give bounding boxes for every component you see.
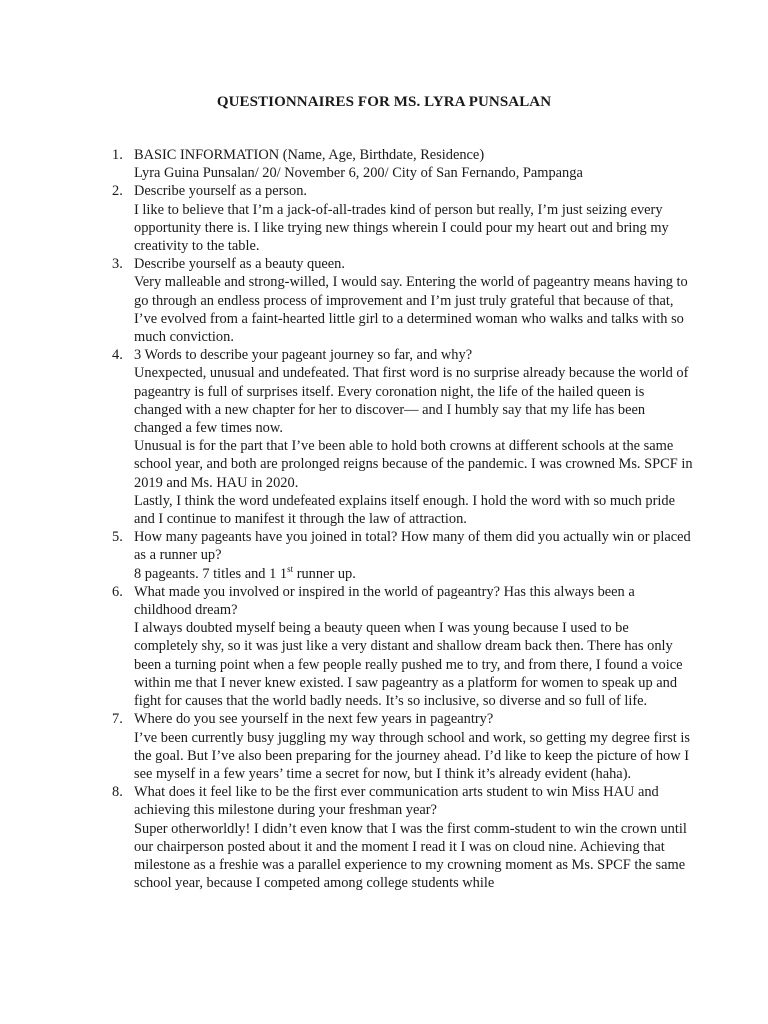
item-number: 7. xyxy=(112,711,123,728)
list-item xyxy=(0,255,694,346)
list-item xyxy=(0,346,694,528)
document-title: QUESTIONNAIRES FOR MS. LYRA PUNSALAN xyxy=(216,94,552,110)
list-item xyxy=(0,710,694,783)
question-text: Describe yourself as a beauty queen. xyxy=(134,256,345,273)
ordinal-superscript: st xyxy=(287,563,294,574)
question-text: 3 Words to describe your pageant journey so far, and why? xyxy=(134,347,473,364)
answer-text: Lastly, I think the word undefeated explains itself enough. I hold the word with so much pride and I continue to manifest it through the law of attraction. xyxy=(134,492,675,528)
answer-text: Super otherworldly! I didn’t even know that I was the first comm-student to win the crown until our chairperson posted about it and the moment I read it I was on cloud nine. Achieving that milestone as a freshie was a parallel experience to my crowning moment as Ms. SPCF the same school year, because I competed among college students while xyxy=(134,820,687,892)
item-number: 1. xyxy=(112,147,123,163)
item-number: 2. xyxy=(112,183,123,200)
item-number: 5. xyxy=(112,529,123,546)
question-text: What made you involved or inspired in the world of pageantry? Has this always been a childhood dream? xyxy=(134,583,635,619)
item-number: 4. xyxy=(112,347,123,364)
item-number: 6. xyxy=(112,583,123,600)
answer-text xyxy=(134,565,694,583)
list-item xyxy=(0,583,694,710)
list-item xyxy=(0,528,694,583)
answer-text: Unusual is for the part that I’ve been able to hold both crowns at different schools at the same school year, and both are prolonged reigns because of the pandemic. I was crowned Ms. SPCF in 2019 and Ms. HAU in 2020. xyxy=(134,438,693,491)
answer-prefix: 8 pageants. 7 titles and 1 1 xyxy=(134,565,288,582)
question-text: BASIC INFORMATION (Name, Age, Birthdate, Residence) xyxy=(134,147,485,163)
question-text: Where do you see yourself in the next few years in pageantry? xyxy=(134,711,494,728)
item-number: 8. xyxy=(112,784,123,801)
answer-text: Lyra Guina Punsalan/ 20/ November 6, 200/ City of San Fernando, Pampanga xyxy=(134,165,583,182)
answer-text: I like to believe that I’m a jack-of-all-trades kind of person but really, I’m just seizing every opportunity there is. I like trying new things wherein I could pour my heart out and bring my creativity to the table. xyxy=(134,201,669,255)
answer-text: Very malleable and strong-willed, I would say. Entering the world of pageantry means having to go through an endless process of improvement and I’m just truly grateful that because of that, I’ve evolved from a faint-hearted little girl to a determined woman who walks and talks with so much conviction. xyxy=(134,274,688,346)
answer-text: I always doubted myself being a beauty queen when I was young because I used to be completely shy, so it was just like a very distant and shallow dream back then. There has only been a turning point when a few people really pushed me to try, and from there, I found a voice within me that I never knew existed. I saw pageantry as a platform for women to speak up and fight for causes that the world badly needs. It’s so inclusive, so diverse and so full of life. xyxy=(134,620,683,710)
list-item xyxy=(0,182,694,255)
questionnaire-list xyxy=(0,146,694,892)
answer-suffix: runner up. xyxy=(293,565,356,582)
list-item xyxy=(0,783,694,892)
item-number: 3. xyxy=(112,256,123,273)
answer-text: I’ve been currently busy juggling my way through school and work, so getting my degree first is the goal. But I’ve also been preparing for the journey ahead. I’d like to keep the picture of how I see myself in a few years’ time a secret for now, but I think it’s already evident (haha). xyxy=(134,729,690,782)
question-text: Describe yourself as a person. xyxy=(134,183,308,200)
list-item xyxy=(0,146,694,182)
question-text: What does it feel like to be the first ever communication arts student to win Miss HAU and achieving this milestone during your freshman year? xyxy=(134,784,659,819)
question-text: How many pageants have you joined in total? How many of them did you actually win or placed as a runner up? xyxy=(134,529,691,564)
answer-text: Unexpected, unusual and undefeated. That first word is no surprise already because the world of pageantry is full of surprises itself. Every coronation night, the life of the hailed queen is changed with a new chapter for her to discover— and I humbly say that my life has been changed a few times now. xyxy=(134,365,689,437)
